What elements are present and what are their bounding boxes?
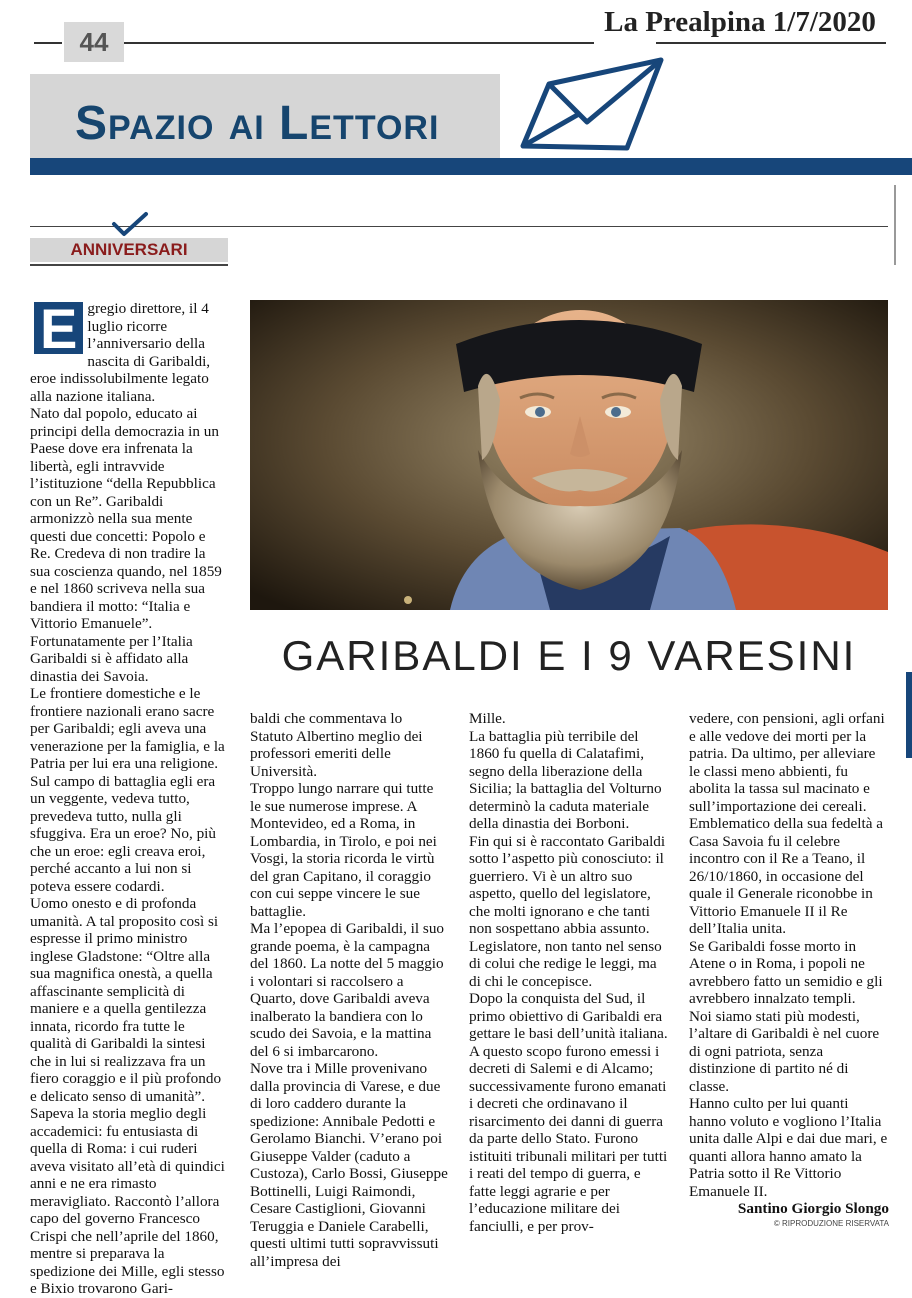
paragraph: Nato dal popolo, educato ai principi della democrazia in un Paese dove era infrenata la libertà, egli intravvide l’istituzione “della Repubblica con un Re”. Garibaldi armonizzò nella sua mente questi due concetti: Popolo e Re. Credeva di non tradire la sua coscienza quando, nel 1859 e nel 1860 scriveva nella sua bandiera il motto: “Italia e Vittorio Emanuele”. Fortunatamente per l’Italia Garibaldi si è affidato alla dinastia dei Savoia.: [30, 405, 222, 685]
garibaldi-portrait: [250, 300, 888, 610]
paragraph: Noi siamo stati più modesti, l’altare di Garibaldi è nel cuore di ogni patriota, senza distinzione di partito né di classe.: [689, 1007, 880, 1095]
adjacent-page-edge: [906, 672, 912, 758]
paragraph: Ma l’epopea di Garibaldi, il suo grande poema, è la campagna del 1860. La notte del 5 maggio i volontari si raccolsero a Quarto, dove Garibaldi aveva inalberato la bandiera con lo scudo dei Savoia, e la mattina del 6 si imbarcarono.: [250, 920, 445, 1060]
paragraph: La battaglia più terribile del 1860 fu quella di Calatafimi, segno della liberazione della Sicilia; la battaglia del Volturno determinò la caduta materiale della dinastia dei Borboni.: [469, 727, 662, 832]
article-column-3: [469, 710, 669, 1235]
page-number: 44: [64, 22, 124, 62]
masthead: La Prealpina 1/7/2020: [604, 6, 876, 38]
copyright-notice: © RIPRODUZIONE RISERVATA: [773, 1218, 889, 1228]
paragraph: gregio direttore, il 4 luglio ricorre l’anniversario della nascita di Garibaldi, eroe indissolubilmente legato alla nazione italiana.: [30, 300, 211, 405]
paragraph: baldi che commentava lo Statuto Albertino meglio dei professori emeriti delle Università.: [250, 710, 423, 780]
paragraph: Troppo lungo narrare qui tutte le sue numerose imprese. A Montevideo, ed a Roma, in Lombardia, in Tirolo, e poi nei Vosgi, la storia ricorda le virtù del gran Capitano, il coraggio con cui seppe vincere le sue battaglie.: [250, 780, 437, 920]
paragraph: Uomo onesto e di profonda umanità. A tal proposito così si espresse il primo ministro inglese Gladstone: “Oltre alla sua magnifica onestà, a quella affascinante semplicità di maniere e a quella gentilezza innata, ricordo fra tutte le qualità di Garibaldi la sintesi che in lui si realizzava fra un fiero coraggio e il più profondo e delicato senso di umanità”.: [30, 895, 222, 1105]
section-title: Spazio ai Lettori: [75, 97, 440, 150]
article-kicker: ANNIVERSARI: [30, 238, 228, 262]
section-bar: [30, 158, 912, 175]
paragraph: Emblematico della sua fedeltà a Casa Savoia fu il celebre incontro con il Re a Teano, il 26/10/1860, in occasione del quale il Generale riconobbe in Vittorio Emanuele II il Re dell’Italia unita.: [689, 815, 883, 937]
article-column-1: [30, 297, 228, 1298]
paragraph: Hanno culto per lui quanti hanno voluto e vogliono l’Italia unita dalle Alpi e dai due mari, e quanti allora hanno amato la Patria sotto il Re Vittorio Emanuele II.: [689, 1095, 888, 1200]
paragraph: Sapeva la storia meglio degli accademici: fu entusiasta di quella di Roma: i cui ruderi aveva visitato all’età di quindici anni e ne era rimasto meravigliato. Raccontò l’allora capo del governo Francesco Crispi che nell’aprile del 1860, mentre si preparava la spedizione dei Mille, egli stesso e Bixio trovarono Gari-: [30, 1105, 225, 1297]
envelope-icon: [515, 48, 665, 160]
paragraph: vedere, con pensioni, agli orfani e alle vedove dei morti per la patria. Da ultimo, per alleviare le classi meno abbienti, fu abolita la tassa sul macinato e sull’importazione dei cereali.: [689, 710, 885, 815]
paragraph: Se Garibaldi fosse morto in Atene o in Roma, i popoli ne avrebbero fatto un semidio e gli avrebbero innalzato templi.: [689, 937, 883, 1007]
header-rule: [656, 42, 886, 44]
article-headline: GARIBALDI E I 9 VARESINI: [281, 632, 857, 679]
paragraph: Dopo la conquista del Sud, il primo obiettivo di Garibaldi era gettare le basi dell’unità italiana. A questo scopo furono emessi i decreti di Salemi e di Alcamo; successivamente furono emanati i decreti che ordinavano il risarcimento dei danni di guerra da parte dello Stato. Furono istituiti tribunali militari per tutti i reati del tempo di guerra, e fatte leggi agrarie e per l’educazione militare dei fanciulli, e per prov-: [469, 990, 668, 1235]
drop-cap: E: [34, 302, 83, 354]
paragraph: Le frontiere domestiche e le frontiere nazionali erano sacre per Garibaldi; egli aveva una venerazione per la famiglia, e la Patria per lui era una religione. Sul campo di battaglia egli era un veggente, vedeva tutto, prevedeva tutto, nulla gli sfuggiva. Era un eroe? No, più che un eroe: egli creava eroi, perché accanto a lui non si poteva essere codardi.: [30, 685, 225, 895]
article-column-2: [250, 710, 448, 1270]
column-divider: [894, 185, 896, 265]
article-column-4: [689, 710, 889, 1230]
header-rule: [124, 42, 594, 44]
kicker-underline: [30, 264, 228, 266]
checkmark-icon: [110, 210, 150, 238]
header-rule: [34, 42, 62, 44]
author-signature: Santino Giorgio Slongo: [737, 1200, 889, 1217]
paragraph: Fin qui si è raccontato Garibaldi sotto l’aspetto più conosciuto: il guerriero. Vi è un altro suo aspetto, quello del legislatore, che molti ignorano e che tanti non sospettano abbia assunto. Legislatore, non tanto nel senso di colui che redige le leggi, ma di chi le concepisce.: [469, 832, 666, 990]
paragraph: Mille.: [469, 710, 506, 727]
paragraph: Nove tra i Mille provenivano dalla provincia di Varese, e due di loro caddero durante la spedizione: Annibale Pedotti e Gerolamo Bianchi. V’erano poi Giuseppe Valder (caduto a Custoza), Carlo Bossi, Giuseppe Bottinelli, Luigi Raimondi, Cesare Castiglioni, Giovanni Teruggia e Daniele Carabelli, questi ultimi tutti sopravvissuti all’impresa dei: [250, 1060, 448, 1270]
kicker-rule: [30, 226, 888, 227]
